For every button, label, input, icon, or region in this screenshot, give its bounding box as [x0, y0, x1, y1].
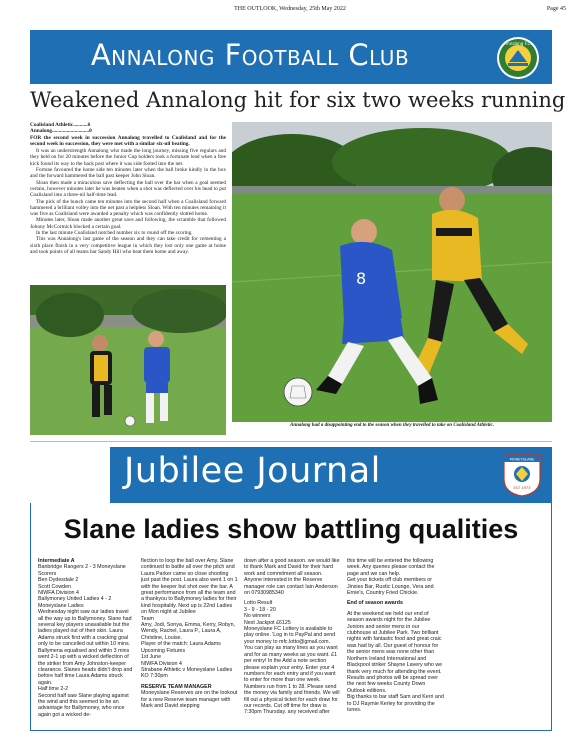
column-text: Scorers — [38, 570, 57, 577]
column-text: Moneyslane FC Lottery is available to play online. 'Log in to PayPal and send your money to mfc.lotto@gmail.com. — [244, 626, 336, 645]
column-text: End of season awards — [347, 600, 403, 607]
column-text: Amy, Jodi, Sonya, Emma, Kerry, Robyn, Wendy, Rachel, Laura P., Laura A, Christine, Louise. — [141, 622, 236, 641]
column-text: Results and photos will be spread over the next few weeks County Down Outlook editions. — [347, 674, 438, 694]
club-banner — [30, 30, 552, 84]
column-text: 3 - 9 - 18 - 20 — [244, 606, 276, 613]
column-text: Ben Dydesdale 2 — [38, 577, 79, 584]
article-paragraph: The pick of the bunch came ten minutes into the second half when a Coalisland forward hammered a brilliant volley into the net past a helpless Sloan. With ten minutes remaining it was five as Coalisland were awarded a penalty which was confidently slotted home. — [30, 198, 226, 218]
column-text: Get your tickets off club members or Jinxies Bar, Rustic Lounge, Vera and Ernie's, Country Fried Chickie. — [347, 577, 434, 597]
column-text: Player of the match: Laura Adams — [141, 641, 221, 648]
club-title: Annalong Football Club — [90, 38, 410, 72]
column-text: Lotto Result — [244, 600, 273, 607]
masthead — [0, 6, 580, 16]
column-text: Second half saw Slane playing against the wind and this seemed to be an advantage for Ballymoney, who once again got a wicked de- — [38, 692, 129, 718]
column-text: Ballymoney United Ladies 4 - 2 Moneyslane Ladies — [38, 596, 112, 609]
column-text: Next Jackpot £6125 — [244, 619, 291, 626]
column-text: Scott Cowden — [38, 583, 71, 590]
score-line: Coalisland Athletic...........6 — [30, 122, 91, 128]
column-text: Upcoming Fixtures — [141, 647, 186, 654]
club-crest-icon — [496, 36, 540, 80]
photo-caption: Annalong had a disappointing end to the season when they travelled to take on Coalisland Athletic. — [289, 423, 494, 428]
jubilee-banner — [110, 447, 552, 503]
column-text: 1st June — [141, 654, 162, 661]
article-paragraph: Fortune favoured the home side ten minutes later when the ball broke kindly in the box and the forward hammered the ball past keeper John Sloan. — [30, 167, 226, 180]
column-text: this time will be entered the following week. Any queries please contact the page and we can help. — [347, 558, 435, 577]
column-text: Banbridge Rangers 2 - 3 Moneyslane — [38, 564, 126, 571]
column-text: RESERVE TEAM MANAGER — [141, 683, 212, 690]
badge-top-text: MONEYSLANE — [509, 457, 535, 462]
column-4 — [347, 558, 444, 726]
publication-line: THE OUTLOOK, Wednesday, 25th May 2022 — [234, 6, 346, 12]
column-text: Big thanks to bar staff Sam and Kerri and to DJ Raymie Kerley for providing the tunes. — [347, 694, 444, 713]
column-1 — [38, 558, 135, 726]
jubilee-title: Jubilee Journal — [124, 451, 381, 491]
jubilee-headline: Slane ladies show battling qualities — [63, 514, 519, 544]
column-text: At the weekend we held our end of season awards night for the Jubilee Juniors and senior mens in our clubhouse at Jubilee Park. Two brilliant nights with fantastic food and great craic was had by all. Our guest of honour for the senior mens was none other than Northern Ireland International and Blackpool striker Shayne Lavery who we thank very much for attending the event. — [347, 610, 443, 675]
article-paragraph: Minutes later, Sloan made another great save and following, the scramble that followed Johnny McCormick blocked a certain goal. — [30, 217, 226, 230]
match-photo-small — [30, 285, 226, 435]
crest-text: Annalong F.C. — [504, 41, 532, 46]
moneyslane-badge-icon — [502, 453, 542, 497]
column-text: Wednesday night saw our ladies travel all the way up to Ballymoney. Slane had several key players unavailable but the ladies played out of their skin. Laura Adams struck first with a cracking goal only to be cancelled out within 10 mins. Ballymena equalised and within 3 mins went 2-1 up with a wicked deflection of the striker from Amy Johnston-keeper clearance. Slanes heads didn't drop and before half time Laura Adams struck again. — [38, 609, 133, 686]
page-number: Page 45 — [546, 6, 566, 12]
column-2 — [141, 558, 238, 726]
column-text: flection to loop the ball over Amy. Slane continued to battle all over the pitch and Laura Parker came so close shooting just past the post. Laura also went 1 on 1 with the keeper but shot over the bar. A great performance from all the team and a thankyou to Ballymoney ladies for their kind hospitality. Next up is 22nd Ladies on Mon night at Jubilee — [141, 558, 238, 616]
column-text: Half time 2-2 — [38, 686, 69, 693]
column-text: No winners — [244, 613, 271, 620]
column-text: Team — [141, 615, 154, 622]
article-headline: Weakened Annalong hit for six two weeks running — [30, 88, 566, 112]
section-divider — [30, 441, 552, 442]
article-paragraph: In the last minute Coalisland notched number six to round off the scoring. — [36, 230, 193, 237]
column-text: Moneyslane Reserves are on the lookout for a new Reserve team manager with Mark and David stepping — [141, 690, 238, 709]
jubilee-columns — [38, 558, 546, 726]
column-text: down after a good season. we would like to thank Mark and David for their hard work and commitment all season. Anyone interested in the Reserve manager role can contact Iain Anderson on 07930985340 — [244, 558, 340, 597]
score-line: Annalong............................0 — [30, 128, 92, 135]
column-text: Intermediate A — [38, 558, 75, 564]
article-paragraph: This was Annalong's last game of the season and they can take credit for cementing a sixth place finish in a very competitive league in which they lost only one game at home and took points of all teams bar Sandy Hill who beat them home and away. — [30, 236, 226, 255]
article-lead: FOR the second week in succession Annalong travelled to Coalisland and for the second week in succession, they were met with a similar six-nil beating. — [30, 134, 226, 147]
column-text: KO 7:30pm — [141, 673, 168, 680]
column-text: NIWFA Division 4 — [38, 590, 79, 597]
column-text: NIWFA Division 4 — [141, 660, 182, 667]
svg-text:8: 8 — [356, 269, 367, 288]
match-photo-main — [232, 122, 552, 422]
article-paragraph: It was an understrength Annalong who made the long journey, missing five regulars and they held on for 20 minutes before the Junior Cup holders took a fortunate lead when a free kick found its way to the back post where it was side footed into the net. — [30, 148, 226, 167]
column-text: Strabane Athletic v Moneyslane Ladies — [141, 666, 233, 673]
badge-bottom-text: EST 1973 — [513, 486, 531, 490]
column-3 — [244, 558, 341, 726]
article-paragraph: Sloan then made a miraculous save deflecting the ball over the bar when a goal seemed certain, however minutes later he was beaten when a shot was deflected over his head to put Coalisland into a three-nil half-time lead. — [30, 179, 226, 199]
article-body — [30, 122, 226, 255]
column-text: You can play as many lines as you want and for as many weeks as you want. £1 per entry! In the Add a note section please explain your entry. Enter your 4 numbers for each entry and if you want to enter for more than one week. Numbers run from 1 to 28. Please send the money via family and friends. We will fill out a physical ticket for each draw for our records. Cut off time for draw is 7:30pm Thursday. any received after — [244, 645, 340, 716]
